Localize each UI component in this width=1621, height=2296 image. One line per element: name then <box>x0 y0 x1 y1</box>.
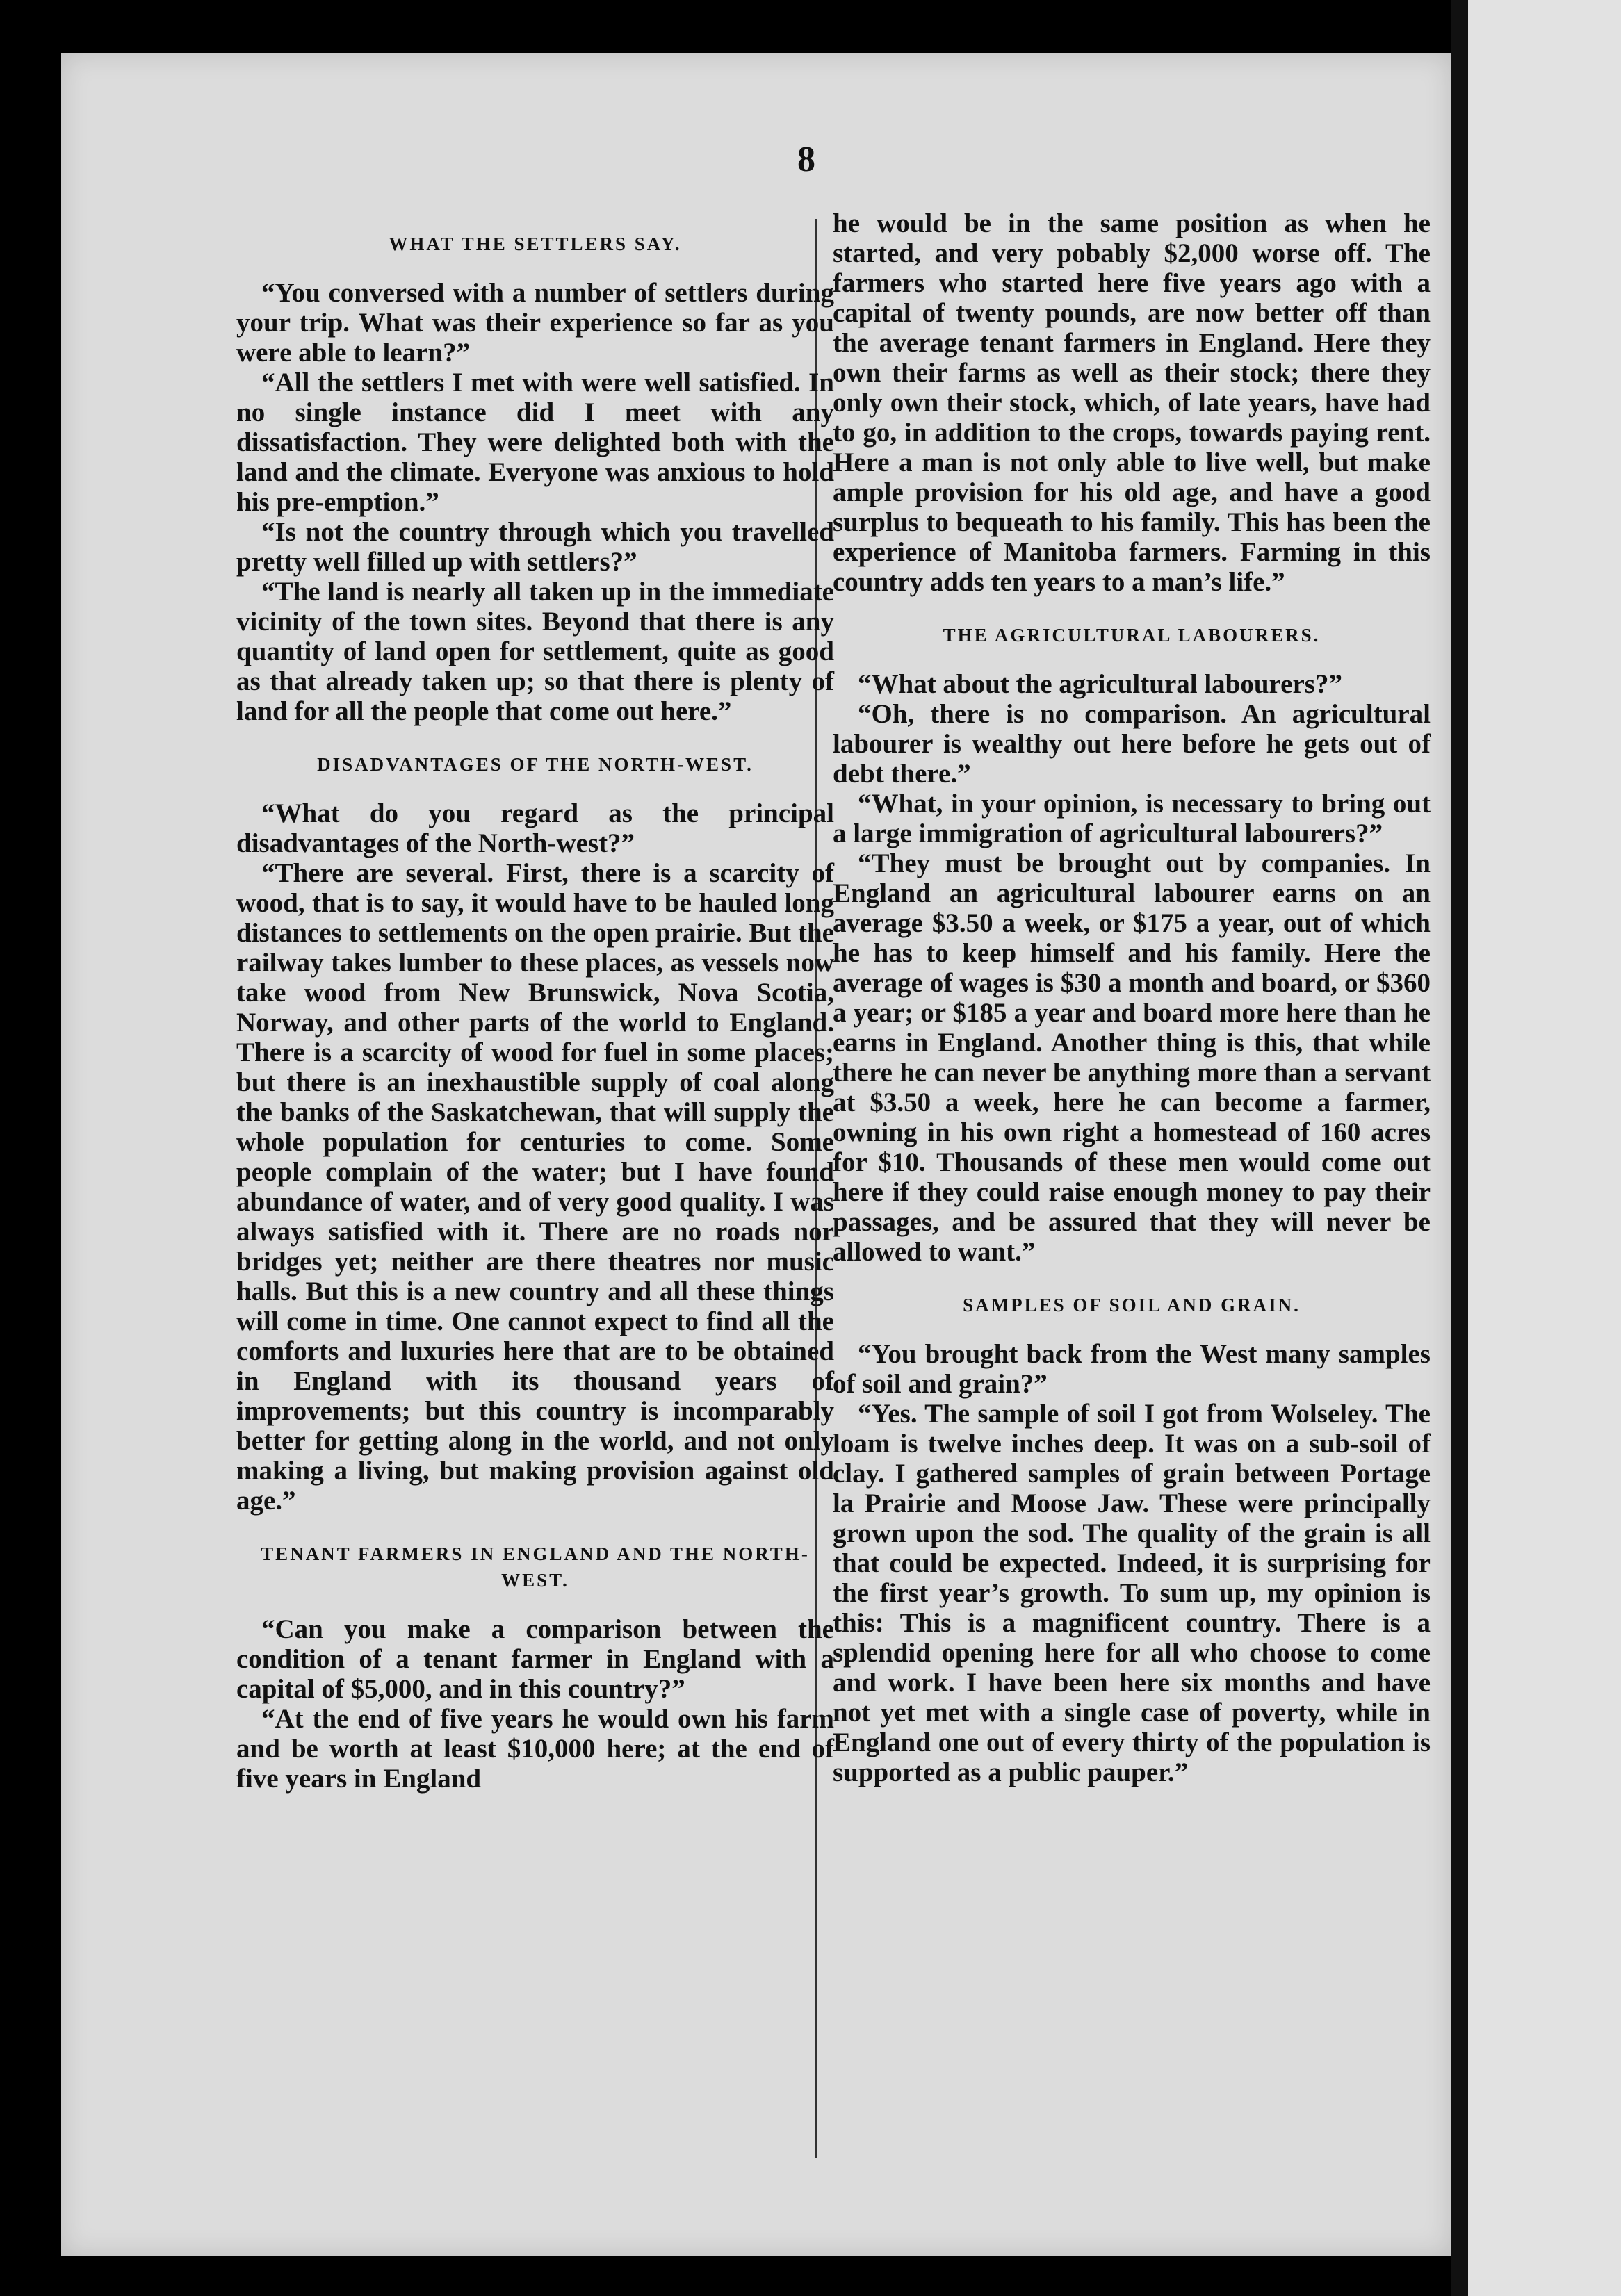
right-column <box>833 208 1431 1787</box>
paragraph: “They must be brought out by companies. In England an agricultural labourer earns on an average $3.50 a week, or $175 a year, out of which he has to keep himself and his family. Here the average of wages is $30 a month and board, or $360 a year; or $185 a year and board more here than he earns in England. Another thing is this, that while there he can never be anything more than a servant at $3.50 a week, here he can become a farmer, owning in his own right a homestead of 160 acres for $10. Thousands of these men would come out here if they could raise enough money to pay their passages, and be assured that they will never be allowed to want.” <box>833 848 1431 1267</box>
paragraph: “Is not the country through which you travelled pretty well filled up with settlers?” <box>236 517 834 577</box>
section-heading-disadvantages: DISADVANTAGES OF THE NORTH-WEST. <box>317 754 754 775</box>
paragraph: “What, in your opinion, is necessary to bring out a large immigration of agricultural labourers?” <box>833 789 1431 848</box>
page-number: 8 <box>797 140 815 179</box>
page-edge-divider <box>1451 0 1468 2296</box>
paragraph: “There are several. First, there is a scarcity of wood, that is to say, it would have to be hauled long distances to settlements on the open prairie. But the railway takes lumber to these places, as vessels now take wood from New Brunswick, Nova Scotia, Norway, and other parts of the world to England. There is a scarcity of wood for fuel in some places; but there is an inexhaustible supply of coal along the banks of the Saskatchewan, that will supply the whole population for centuries to come. Some people complain of the water; but I have found abundance of water, and of very good quality. I was always satisfied with it. There are no roads nor bridges yet; neither are there theatres nor music halls. But this is a new country and all these things will come in time. One cannot expect to find all the comforts and luxuries here that are to be obtained in England with its thousand years of improvements; but this country is incomparably better for getting along in the world, and not only making a living, but making provision against old age.” <box>236 858 834 1516</box>
paragraph: “What do you regard as the principal disadvantages of the North-west?” <box>236 798 834 858</box>
section-heading-samples: SAMPLES OF SOIL AND GRAIN. <box>963 1295 1301 1315</box>
paragraph: he would be in the same position as when he started, and very pobably $2,000 worse off. The farmers who started here five years ago with a capital of twenty pounds, are now better off than the average tenant farmers in England. Here they own their farms as well as their stock; there they only own their stock, which, of late years, have had to go, in addition to the crops, towards paying rent. Here a man is not only able to live well, but make ample provision for his old age, and have a good surplus to bequeath to his family. This has been the experience of Manitoba farmers. Farming in this country adds ten years to a man’s life.” <box>833 208 1431 597</box>
section-heading-settlers: WHAT THE SETTLERS SAY. <box>389 233 682 254</box>
paragraph: “Oh, there is no comparison. An agricultural labourer is wealthy out here before he gets out of debt there.” <box>833 699 1431 789</box>
paragraph: “You brought back from the West many samples of soil and grain?” <box>833 1339 1431 1399</box>
paragraph: “Yes. The sample of soil I got from Wolseley. The loam is twelve inches deep. It was on a sub-soil of clay. I gathered samples of grain between Portage la Prairie and Moose Jaw. These were principally grown upon the sod. The quality of the grain is all that could be expected. Indeed, it is surprising for the first year’s growth. To sum up, my opinion is this: This is a magnificent country. There is a splendid opening here for all who choose to come and work. I have been here six months and have not yet met with a single case of poverty, while in England one out of every thirty of the population is supported as a public pauper.” <box>833 1399 1431 1787</box>
section-heading-agricultural-labourers: THE AGRICULTURAL LABOURERS. <box>943 625 1321 646</box>
section-heading-tenant-farmers: TENANT FARMERS IN ENGLAND AND THE NORTH-WEST. <box>261 1543 810 1591</box>
adjacent-page-edge <box>1468 0 1621 2296</box>
left-column <box>236 208 834 1794</box>
paragraph: “The land is nearly all taken up in the immediate vicinity of the town sites. Beyond that there is any quantity of land open for settlement, quite as good as that already taken up; so that there is plenty of land for all the people that come out here.” <box>236 577 834 726</box>
paragraph: “You conversed with a number of settlers during your trip. What was their experience so far as you were able to learn?” <box>236 278 834 368</box>
paragraph: “Can you make a comparison between the condition of a tenant farmer in England with a capital of $5,000, and in this country?” <box>236 1614 834 1704</box>
paragraph: “What about the agricultural labourers?” <box>858 669 1342 699</box>
paragraph: “All the settlers I met with were well satisfied. In no single instance did I meet with any dissatisfaction. They were delighted both with the land and the climate. Everyone was anxious to hold his pre-emption.” <box>236 368 834 517</box>
paragraph: “At the end of five years he would own his farm and be worth at least $10,000 here; at the end of five years in England <box>236 1704 834 1794</box>
